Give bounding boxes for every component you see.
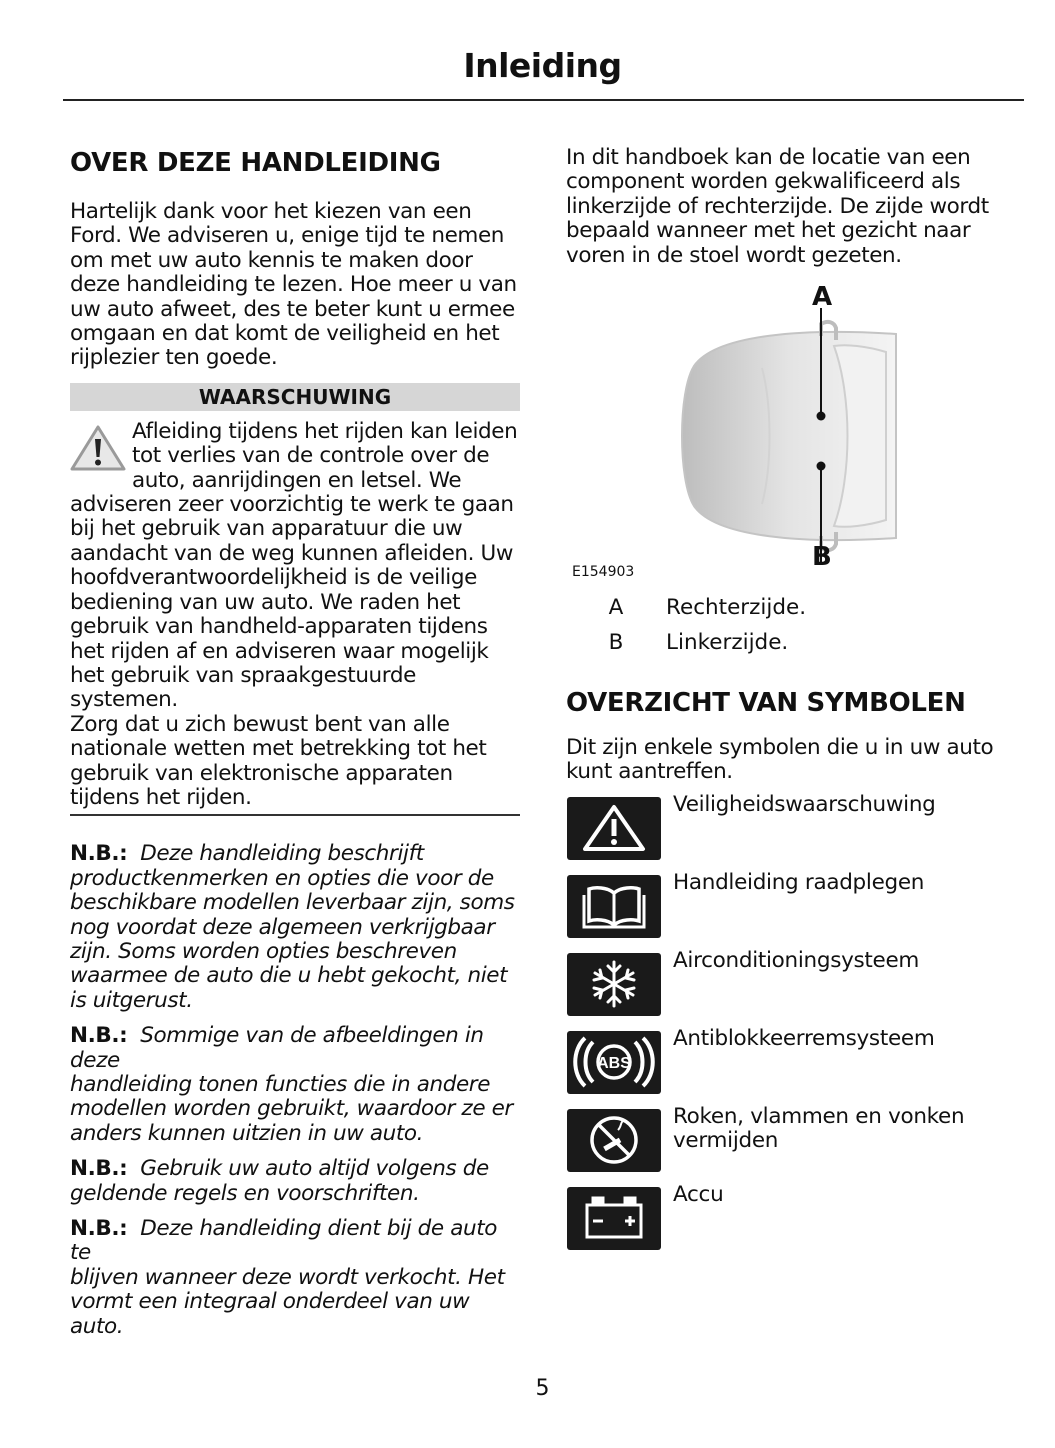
abs-icon-text: ABS	[597, 1055, 631, 1073]
symbol-row: ABS Antiblokkeerremsysteem	[566, 1031, 1011, 1109]
section-heading-about-manual: OVER DEZE HANDLEIDING	[70, 148, 441, 178]
right-column	[566, 146, 1011, 1265]
car-top-view-illustration	[566, 306, 1011, 566]
page-number: 5	[535, 1376, 550, 1401]
legend-row: A Rechterzijde.	[608, 595, 807, 621]
section-heading-symbols: OVERZICHT VAN SYMBOLEN	[566, 688, 966, 719]
symbols-list	[566, 791, 1011, 1265]
safety-warning-icon	[567, 797, 661, 860]
symbol-row: Veiligheidswaarschuwing	[566, 797, 1011, 875]
no-smoking-icon	[567, 1109, 661, 1172]
figure-code: E154903	[572, 564, 635, 581]
warning-triangle-icon	[70, 424, 126, 472]
symbol-row: Handleiding raadplegen	[566, 875, 1011, 953]
warning-text: Afleiding tijdens het rijden kan leiden tot verlies van de controle over de auto, aanrijdingen en letsel. We adviseren zeer voorzichtig te werk te gaan bij het gebruik van apparatuur die uw aandacht van de weg kunnen afleiden. Uw hoofdverantwoordelijkheid is de veilige bediening van uw auto. We raden het gebruik van handheld-apparaten tijdens het rijden af en adviseren waar mogelijk het gebruik van spraakgestuurde systemen. Zorg dat u zich bewust bent van alle nationale wetten met betrekking tot het gebruik van elektronische apparaten tijdens het rijden.	[70, 418, 518, 810]
note-paragraph: N.B.: Deze handleiding dient bij de auto te blijven wanneer deze wordt verkocht. Het vormt een integraal onderdeel van uw auto.	[70, 1216, 505, 1339]
car-side-figure	[566, 282, 1011, 622]
location-paragraph: In dit handboek kan de locatie van een component worden gekwalificeerd als linkerzijde of rechterzijde. De zijde wordt bepaald wanneer met het gezicht naar voren in de stoel wordt gezeten.	[566, 145, 989, 268]
snowflake-icon	[567, 953, 661, 1016]
owner-manual-icon	[567, 875, 661, 938]
intro-paragraph: Hartelijk dank voor het kiezen van een Ford. We adviseren u, enige tijd te nemen om met uw auto kennis te maken door deze handleiding te lezen. Hoe meer u van uw auto afweet, des te beter kunt u ermee omgaan en dat komt de veiligheid en het rijplezier ten goede.	[70, 199, 517, 371]
symbol-row: Accu	[566, 1187, 1011, 1265]
page-title: Inleiding	[463, 46, 622, 85]
note-paragraph: N.B.: Deze handleiding beschrijft productkenmerken en opties die voor de beschikbare modellen leverbaar zijn, soms nog voordat deze algemeen verkrijgbaar zijn. Soms worden opties beschreven waarmee de auto die u hebt gekocht, niet is uitgerust.	[70, 841, 515, 1013]
warning-header: WAARSCHUWING	[70, 383, 520, 411]
warning-block	[70, 420, 520, 817]
callout-a: A	[812, 282, 833, 313]
callout-b: B	[812, 542, 832, 573]
note-paragraph: N.B.: Gebruik uw auto altijd volgens de geldende regels en voorschriften.	[70, 1156, 489, 1206]
note-paragraph: N.B.: Sommige van de afbeeldingen in deze handleiding tonen functies die in andere modellen worden gebruikt, waardoor ze er anders kunnen uitzien in uw auto.	[70, 1023, 513, 1146]
warning-divider	[70, 814, 520, 816]
symbols-intro: Dit zijn enkele symbolen die u in uw auto kunt aantreffen.	[566, 735, 994, 785]
title-divider	[63, 99, 1024, 101]
symbol-label: Roken, vlammen en vonken vermijden	[673, 1103, 965, 1154]
battery-icon	[567, 1187, 661, 1250]
left-column	[70, 146, 520, 1339]
symbol-row	[566, 1103, 1011, 1187]
symbol-row: Airconditioningsysteem	[566, 953, 1011, 1031]
abs-icon	[567, 1031, 661, 1094]
legend-row: B Linkerzijde.	[608, 630, 789, 656]
